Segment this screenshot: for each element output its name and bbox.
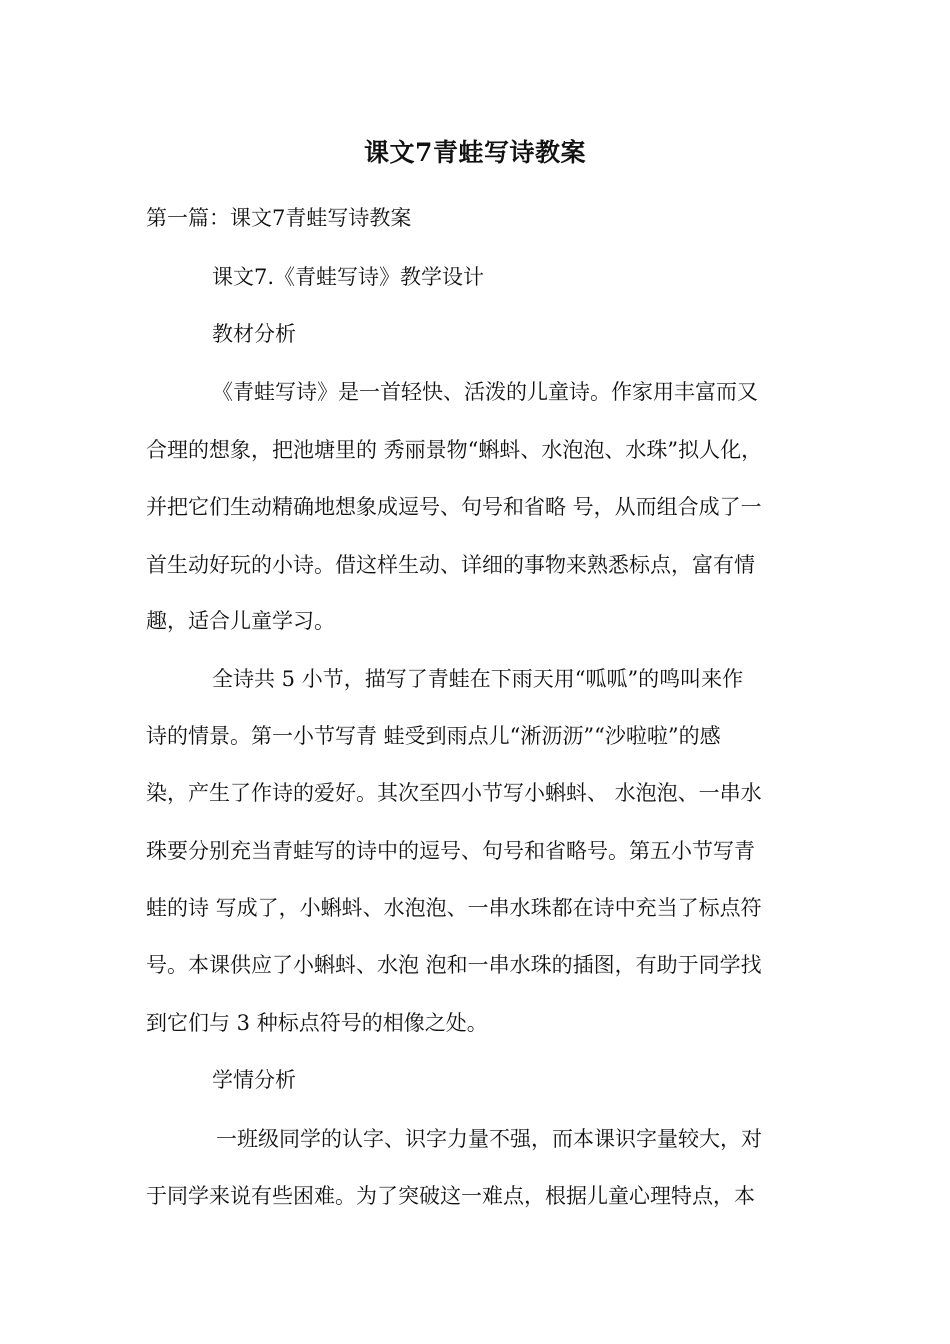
- paragraph-line: 全诗共 5 小节，描写了青蛙在下雨天用“呱呱”的鸣叫来作: [212, 667, 744, 691]
- paragraph-line: 于同学来说有些困难。为了突破这一难点，根据儿童心理特点，本: [146, 1184, 755, 1208]
- paragraph-line: 诗的情景。第一小节写青 蛙受到雨点儿“淅沥沥”“沙啦啦”的感: [146, 724, 721, 748]
- subsection-heading-textbook-analysis: 教材分析: [212, 322, 296, 346]
- paragraph-line: 蛙的诗 写成了，小蝌蚪、水泡泡、一串水珠都在诗中充当了标点符: [146, 896, 762, 920]
- paragraph-line: 到它们与 3 种标点符号的相像之处。: [146, 1011, 488, 1035]
- paragraph-line: 首生动好玩的小诗。借这样生动、详细的事物来熟悉标点，富有情: [146, 553, 755, 577]
- paragraph-line: 并把它们生动精确地想象成逗号、句号和省略 号，从而组合成了一: [146, 495, 762, 519]
- section-heading: 第一篇：课文7青蛙写诗教案: [146, 206, 412, 230]
- paragraph-line: 趣，适合儿童学习。: [146, 609, 335, 633]
- paragraph-line: 珠要分别充当青蛙写的诗中的逗号、句号和省略号。第五小节写青: [146, 839, 755, 863]
- document-title: 课文7青蛙写诗教案: [364, 138, 586, 167]
- paragraph-line: 染，产生了作诗的爱好。其次至四小节写小蝌蚪、 水泡泡、一串水: [146, 781, 762, 805]
- paragraph-line: 号。本课供应了小蝌蚪、水泡 泡和一串水珠的插图，有助于同学找: [146, 953, 762, 977]
- subsection-heading-learner-analysis: 学情分析: [212, 1068, 296, 1092]
- paragraph-line: 合理的想象，把池塘里的 秀丽景物“蝌蚪、水泡泡、水珠”拟人化，: [146, 438, 763, 462]
- lesson-subtitle: 课文7.《青蛙写诗》教学设计: [212, 265, 485, 289]
- paragraph-line: 一班级同学的认字、识字力量不强，而本课识字量较大，对: [216, 1127, 762, 1151]
- paragraph-line: 《青蛙写诗》是一首轻快、活泼的儿童诗。作家用丰富而又: [212, 380, 758, 404]
